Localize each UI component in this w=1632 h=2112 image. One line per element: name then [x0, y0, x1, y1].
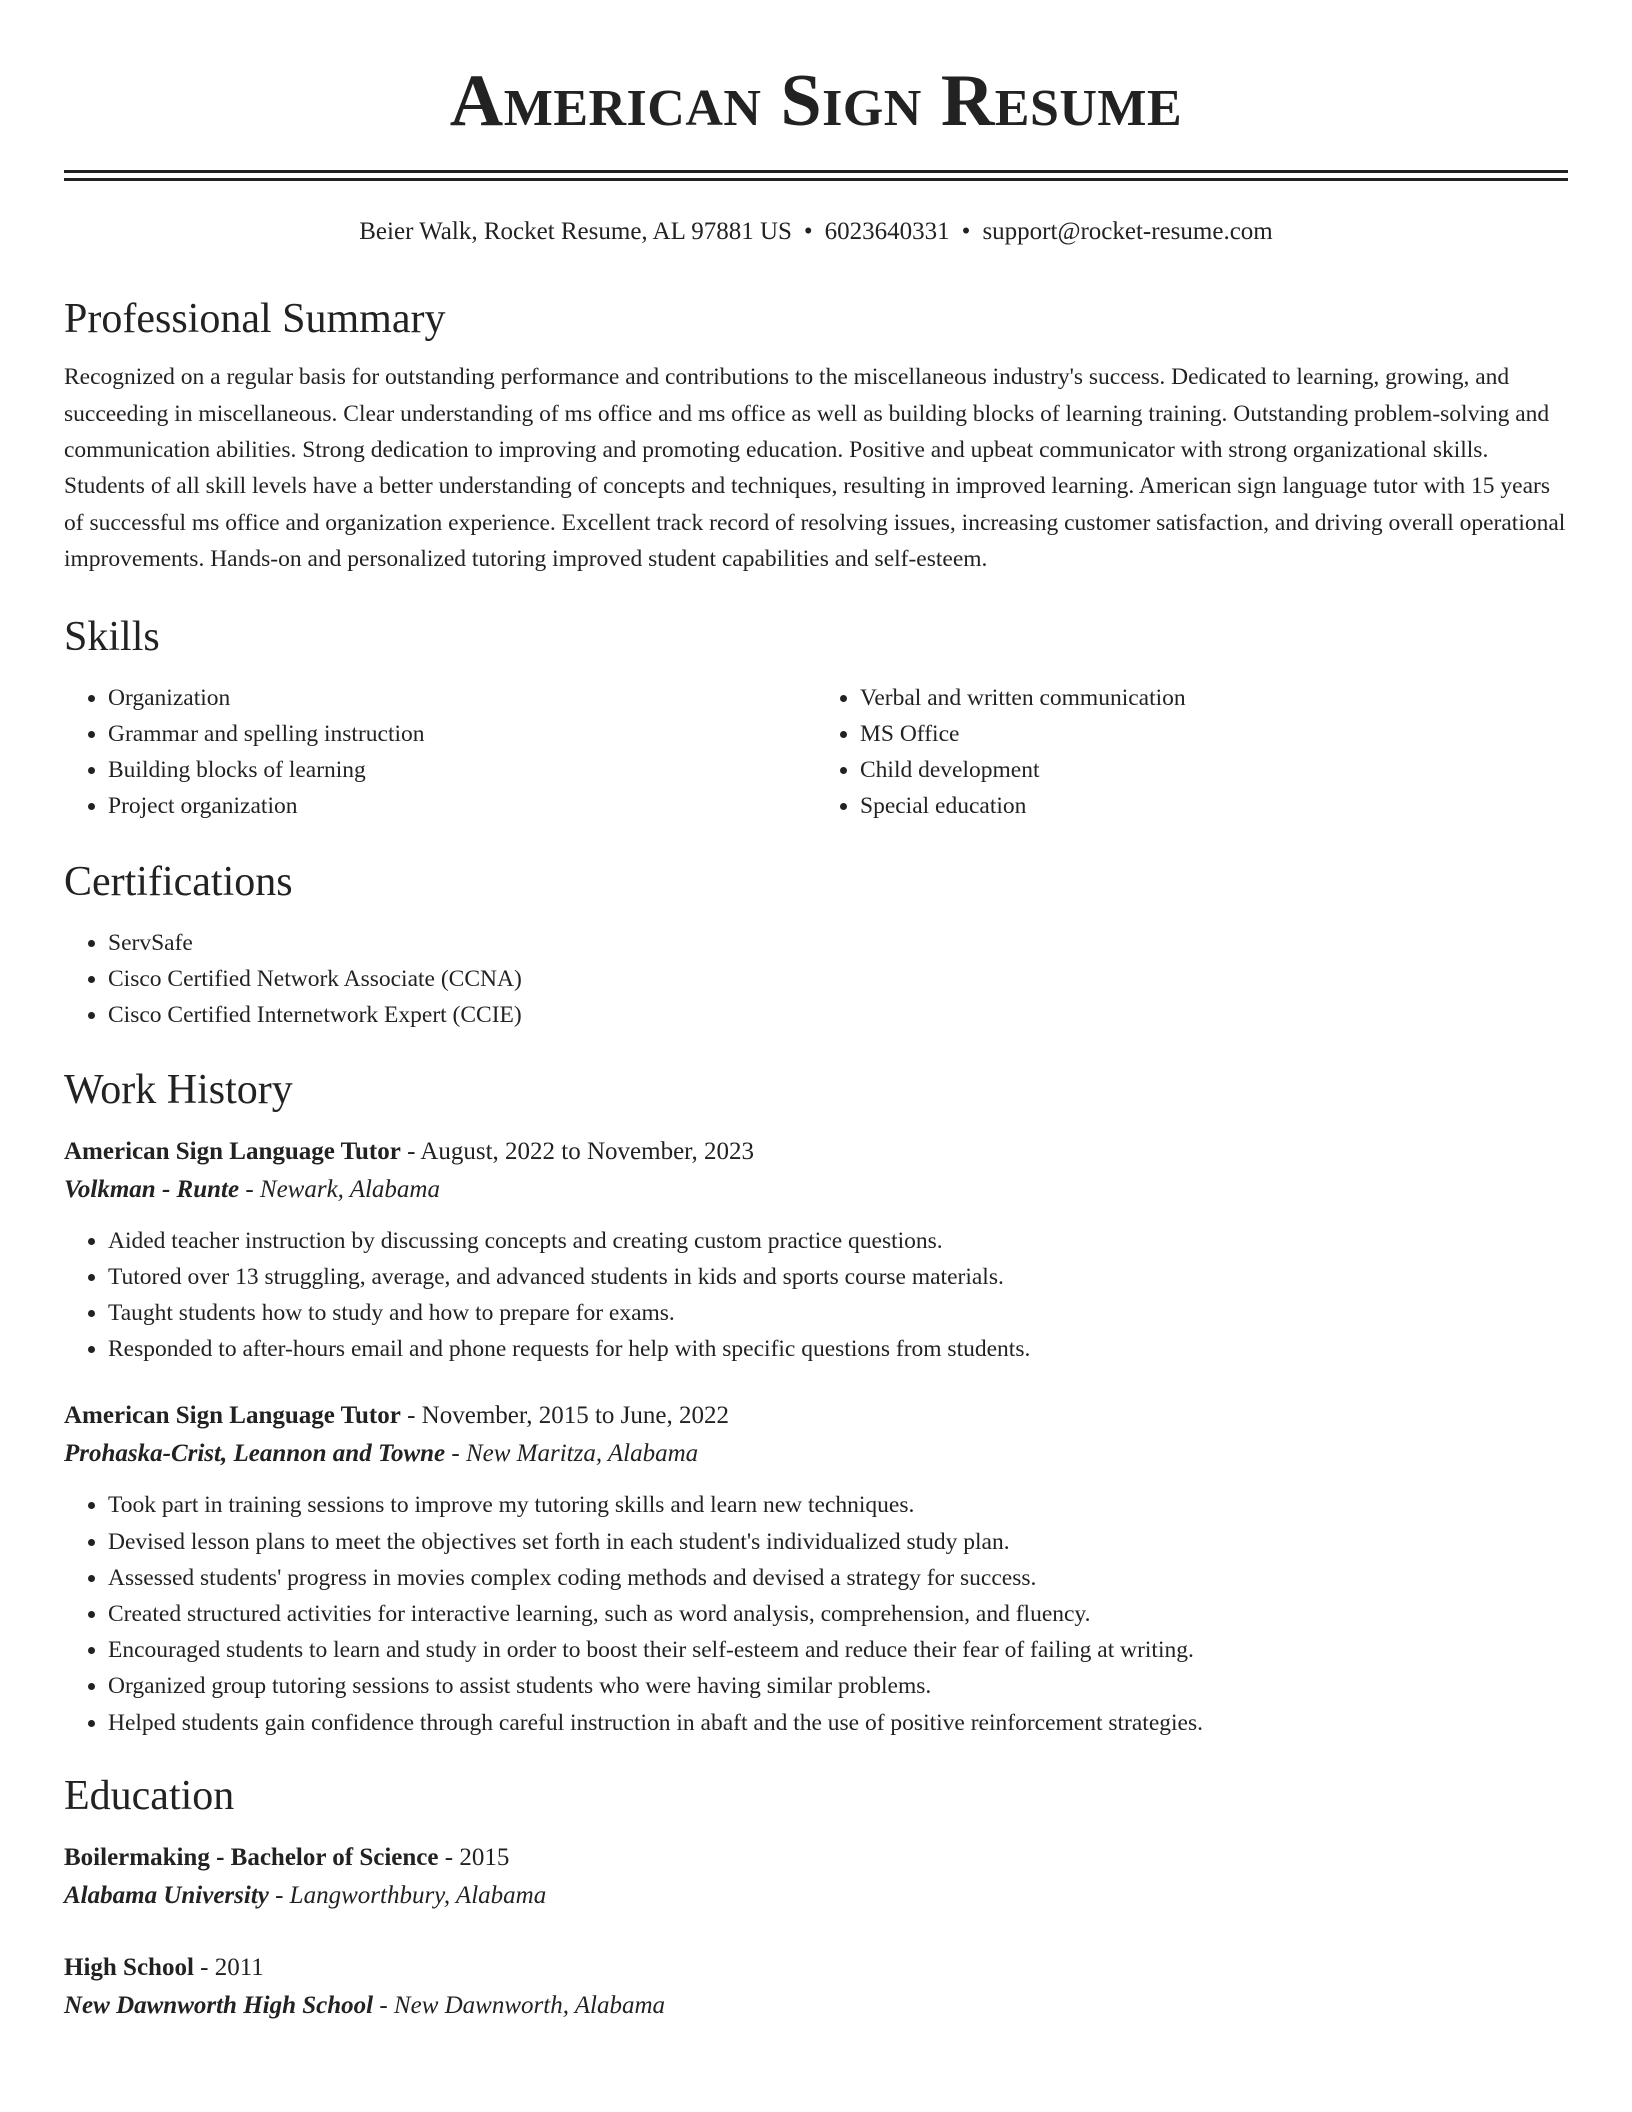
- skill-item: • Building blocks of learning: [108, 752, 816, 788]
- certifications-heading: Certifications: [64, 858, 293, 905]
- job-company: Volkman - Runte: [64, 1175, 240, 1203]
- contact-line: [64, 217, 1568, 247]
- work-history-heading: Work History: [64, 1067, 293, 1114]
- header-rule-bottom: [64, 178, 1568, 181]
- education-school: New Dawnworth High School: [64, 1992, 374, 2020]
- summary-heading: Professional Summary: [64, 296, 446, 342]
- job-title-line: [64, 1397, 1568, 1435]
- certifications-section: [64, 859, 1568, 1034]
- job-bullet: • Taught students how to study and how to prepare for exams.: [108, 1295, 1568, 1331]
- skills-grid: [64, 680, 1568, 825]
- certification-item: • ServSafe: [108, 925, 1568, 961]
- job-title: American Sign Language Tutor: [64, 1137, 401, 1165]
- skill-item: • Verbal and written communication: [860, 680, 1568, 716]
- education-location: - New Dawnworth, Alabama: [373, 1992, 666, 2020]
- skills-section: [64, 614, 1568, 825]
- job-bullet: • Encouraged students to learn and study in order to boost their self-esteem and reduce their fear of failing at writing.: [108, 1632, 1568, 1668]
- education-year: - 2015: [438, 1844, 510, 1872]
- contact-email: support@rocket-resume.com: [982, 218, 1273, 245]
- education-heading: Education: [64, 1772, 235, 1819]
- job-bullet: • Created structured activities for interactive learning, such as word analysis, comprehension, and fluency.: [108, 1596, 1568, 1632]
- skill-item: • Grammar and spelling instruction: [108, 716, 816, 752]
- job-title-line: [64, 1133, 1568, 1171]
- job-bullet: • Organized group tutoring sessions to assist students who were having similar problems.: [108, 1668, 1568, 1704]
- education-location: - Langworthbury, Alabama: [268, 1882, 547, 1910]
- certification-item: • Cisco Certified Internetwork Expert (CCIE): [108, 997, 1568, 1033]
- job-dates: - August, 2022 to November, 2023: [400, 1137, 754, 1165]
- education-school: Alabama University: [64, 1882, 269, 1910]
- skill-item: • MS Office: [860, 716, 1568, 752]
- job-bullet: • Tutored over 13 struggling, average, and advanced students in kids and sports course materials.: [108, 1259, 1568, 1295]
- education-school-line: [64, 1987, 1568, 2025]
- education-school-line: [64, 1877, 1568, 1915]
- summary-section: [64, 296, 1568, 578]
- summary-text: Recognized on a regular basis for outstanding performance and contributions to the miscellaneous industry's success. Dedicated to learning, growing, and succeeding in miscellaneous. Clear understanding of ms office and ms office as well as building blocks of learning training. Outstanding problem-solving and communication abilities. Strong dedication to improving and promoting education. Positive and upbeat communicator with strong organizational skills. Students of all skill levels have a better understanding of concepts and techniques, resulting in improved learning. American sign language tutor with 15 years of successful ms office and organization experience. Excellent track record of resolving issues, increasing customer satisfaction, and driving overall operational improvements. Hands-on and personalized tutoring improved student capabilities and self-esteem.: [64, 364, 1566, 573]
- job-company: Prohaska-Crist, Leannon and Towne: [64, 1440, 446, 1468]
- education-degree: Boilermaking - Bachelor of Science: [64, 1844, 439, 1872]
- job-entry: [64, 1133, 1568, 1368]
- job-dates: - November, 2015 to June, 2022: [400, 1402, 729, 1430]
- skills-list-left: [64, 680, 816, 825]
- skill-item: • Project organization: [108, 788, 816, 824]
- skills-heading: Skills: [64, 613, 160, 660]
- certification-item: • Cisco Certified Network Associate (CCNA): [108, 961, 1568, 997]
- education-degree: High School: [64, 1954, 194, 1982]
- header-rule-top: [64, 170, 1568, 173]
- job-bullet: • Responded to after-hours email and phone requests for help with specific questions from students.: [108, 1331, 1568, 1367]
- education-entry: [64, 1839, 1568, 1915]
- contact-separator: •: [803, 218, 813, 245]
- job-location: - New Maritza, Alabama: [445, 1440, 699, 1468]
- job-bullet: • Devised lesson plans to meet the objectives set forth in each student's individualized study plan.: [108, 1524, 1568, 1560]
- contact-phone: 6023640331: [824, 218, 950, 245]
- education-year: - 2011: [193, 1954, 264, 1982]
- job-entry: [64, 1397, 1568, 1740]
- job-bullet: • Aided teacher instruction by discussing concepts and creating custom practice questions.: [108, 1223, 1568, 1259]
- job-bullet: • Took part in training sessions to improve my tutoring skills and learn new techniques.: [108, 1487, 1568, 1523]
- skill-item: • Child development: [860, 752, 1568, 788]
- education-degree-line: [64, 1839, 1568, 1877]
- job-title: American Sign Language Tutor: [64, 1402, 401, 1430]
- certifications-list: [64, 925, 1568, 1034]
- job-bullet: • Helped students gain confidence through careful instruction in abaft and the use of positive reinforcement strategies.: [108, 1705, 1568, 1741]
- job-bullets: [64, 1487, 1568, 1740]
- job-bullets: [64, 1223, 1568, 1368]
- contact-separator: •: [961, 218, 971, 245]
- skill-item: • Special education: [860, 788, 1568, 824]
- job-company-line: [64, 1171, 1568, 1209]
- education-section: [64, 1773, 1568, 2025]
- education-entry: [64, 1949, 1568, 2025]
- education-degree-line: [64, 1949, 1568, 1987]
- job-company-line: [64, 1435, 1568, 1473]
- work-history-section: [64, 1067, 1568, 1740]
- job-location: - Newark, Alabama: [239, 1175, 440, 1203]
- skill-item: • Organization: [108, 680, 816, 716]
- skills-list-right: [816, 680, 1568, 825]
- contact-address: Beier Walk, Rocket Resume, AL 97881 US: [359, 218, 792, 245]
- resume-name: American Sign Resume: [449, 60, 1183, 142]
- job-bullet: • Assessed students' progress in movies complex coding methods and devised a strategy for success.: [108, 1560, 1568, 1596]
